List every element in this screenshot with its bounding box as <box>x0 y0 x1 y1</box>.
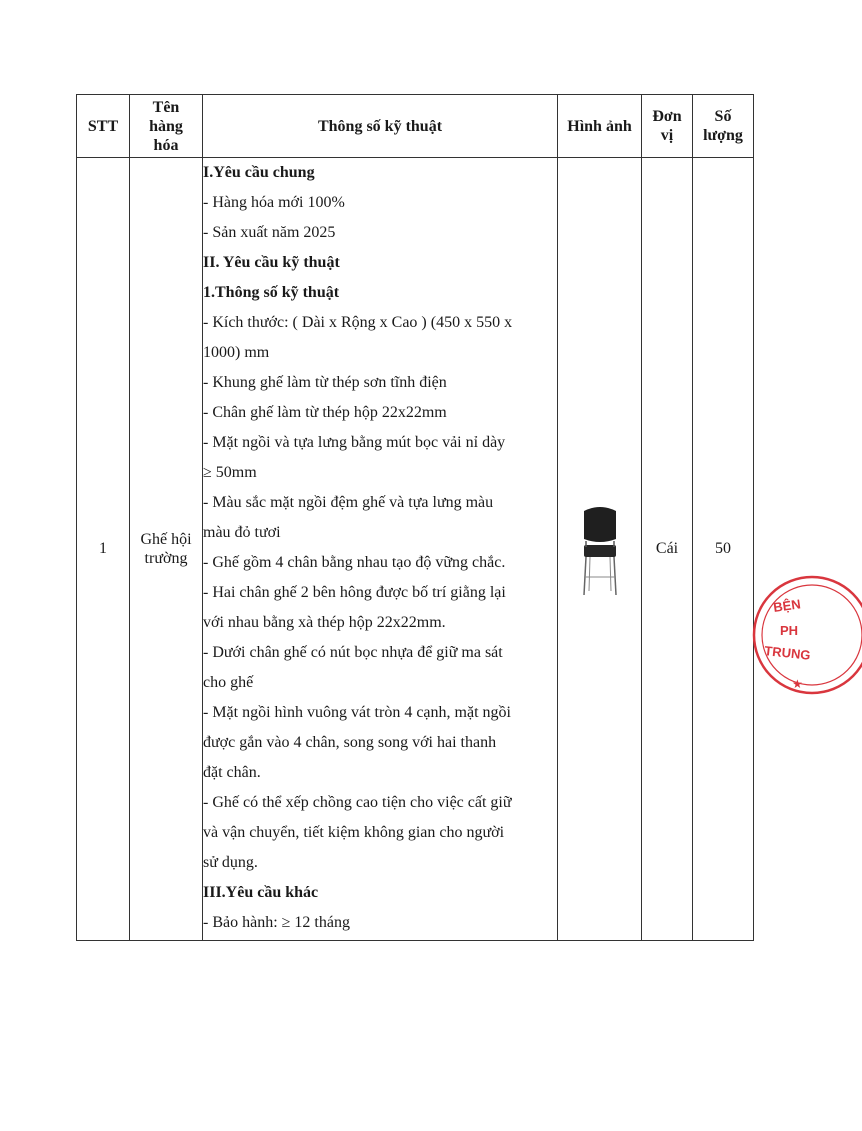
spec-line: sử dụng. <box>203 854 258 871</box>
spec-line: - Bảo hành: ≥ 12 tháng <box>203 914 350 931</box>
spec-line: đặt chân. <box>203 764 261 781</box>
cell-stt: 1 <box>77 158 130 941</box>
cell-qty: 50 <box>693 158 754 941</box>
header-name-line: hóa <box>153 136 179 154</box>
spec-line: - Sản xuất năm 2025 <box>203 224 336 241</box>
cell-name <box>130 158 203 941</box>
header-name-line: Tên <box>152 98 180 116</box>
header-unit <box>642 95 693 158</box>
spec-line: I.Yêu cầu chung <box>203 164 315 181</box>
header-unit-line: vị <box>660 127 674 144</box>
table-row <box>77 158 754 941</box>
spec-line: - Ghế có thể xếp chồng cao tiện cho việc cất giữ <box>203 794 512 811</box>
spec-line: 1000) mm <box>203 344 270 361</box>
cell-spec <box>203 158 558 941</box>
spec-line: - Kích thước: ( Dài x Rộng x Cao ) (450 x 550 x <box>203 314 513 331</box>
cell-name-line: trường <box>144 550 188 567</box>
header-spec: Thông số kỹ thuật <box>203 95 558 158</box>
spec-line: - Ghế gồm 4 chân bằng nhau tạo độ vững chắc. <box>203 554 506 571</box>
spec-line: được gắn vào 4 chân, song song với hai thanh <box>203 734 497 751</box>
spec-line: - Màu sắc mặt ngồi đệm ghế và tựa lưng màu <box>203 494 494 511</box>
spec-line: - Chân ghế làm từ thép hộp 22x22mm <box>203 404 447 421</box>
spec-line: - Mặt ngồi hình vuông vát tròn 4 cạnh, mặt ngồi <box>203 704 511 721</box>
header-stt: STT <box>77 95 130 158</box>
spec-line: 1.Thông số kỹ thuật <box>203 284 340 301</box>
header-qty-line: lượng <box>703 127 743 144</box>
spec-line: - Hai chân ghế 2 bên hông được bố trí giằng lại <box>203 584 506 601</box>
chair-icon <box>578 501 622 597</box>
spec-line: II. Yêu cầu kỹ thuật <box>203 254 340 271</box>
cell-image <box>558 158 642 941</box>
header-image: Hình ảnh <box>558 95 642 158</box>
svg-text:BỆN: BỆN <box>772 596 802 615</box>
spec-line: - Dưới chân ghế có nút bọc nhựa để giữ ma sát <box>203 644 503 661</box>
cell-unit: Cái <box>642 158 693 941</box>
spec-line: màu đỏ tươi <box>203 524 281 541</box>
svg-text:PH: PH <box>780 623 799 638</box>
header-name-line: hàng <box>149 117 183 135</box>
table-header-row <box>77 95 754 158</box>
spec-line: với nhau bằng xà thép hộp 22x22mm. <box>203 614 446 631</box>
svg-text:TRUNG: TRUNG <box>763 643 812 663</box>
spec-line: III.Yêu cầu khác <box>203 884 319 901</box>
svg-text:★: ★ <box>792 677 803 691</box>
spec-table <box>76 94 754 941</box>
spec-line: ≥ 50mm <box>203 464 257 481</box>
header-unit-line: Đơn <box>652 108 682 125</box>
spec-line: - Khung ghế làm từ thép sơn tĩnh điện <box>203 374 447 391</box>
spec-lines <box>203 158 557 938</box>
header-qty <box>693 95 754 158</box>
spec-line: - Mặt ngồi và tựa lưng bằng mút bọc vải nỉ dày <box>203 434 506 451</box>
header-qty-line: Số <box>714 108 732 125</box>
spec-line: và vận chuyển, tiết kiệm không gian cho người <box>203 824 505 841</box>
spec-line: - Hàng hóa mới 100% <box>203 194 345 211</box>
header-name <box>130 95 203 158</box>
cell-name-line: Ghế hội <box>140 531 192 548</box>
spec-line: cho ghế <box>203 674 254 691</box>
stamp-seal <box>752 555 862 715</box>
